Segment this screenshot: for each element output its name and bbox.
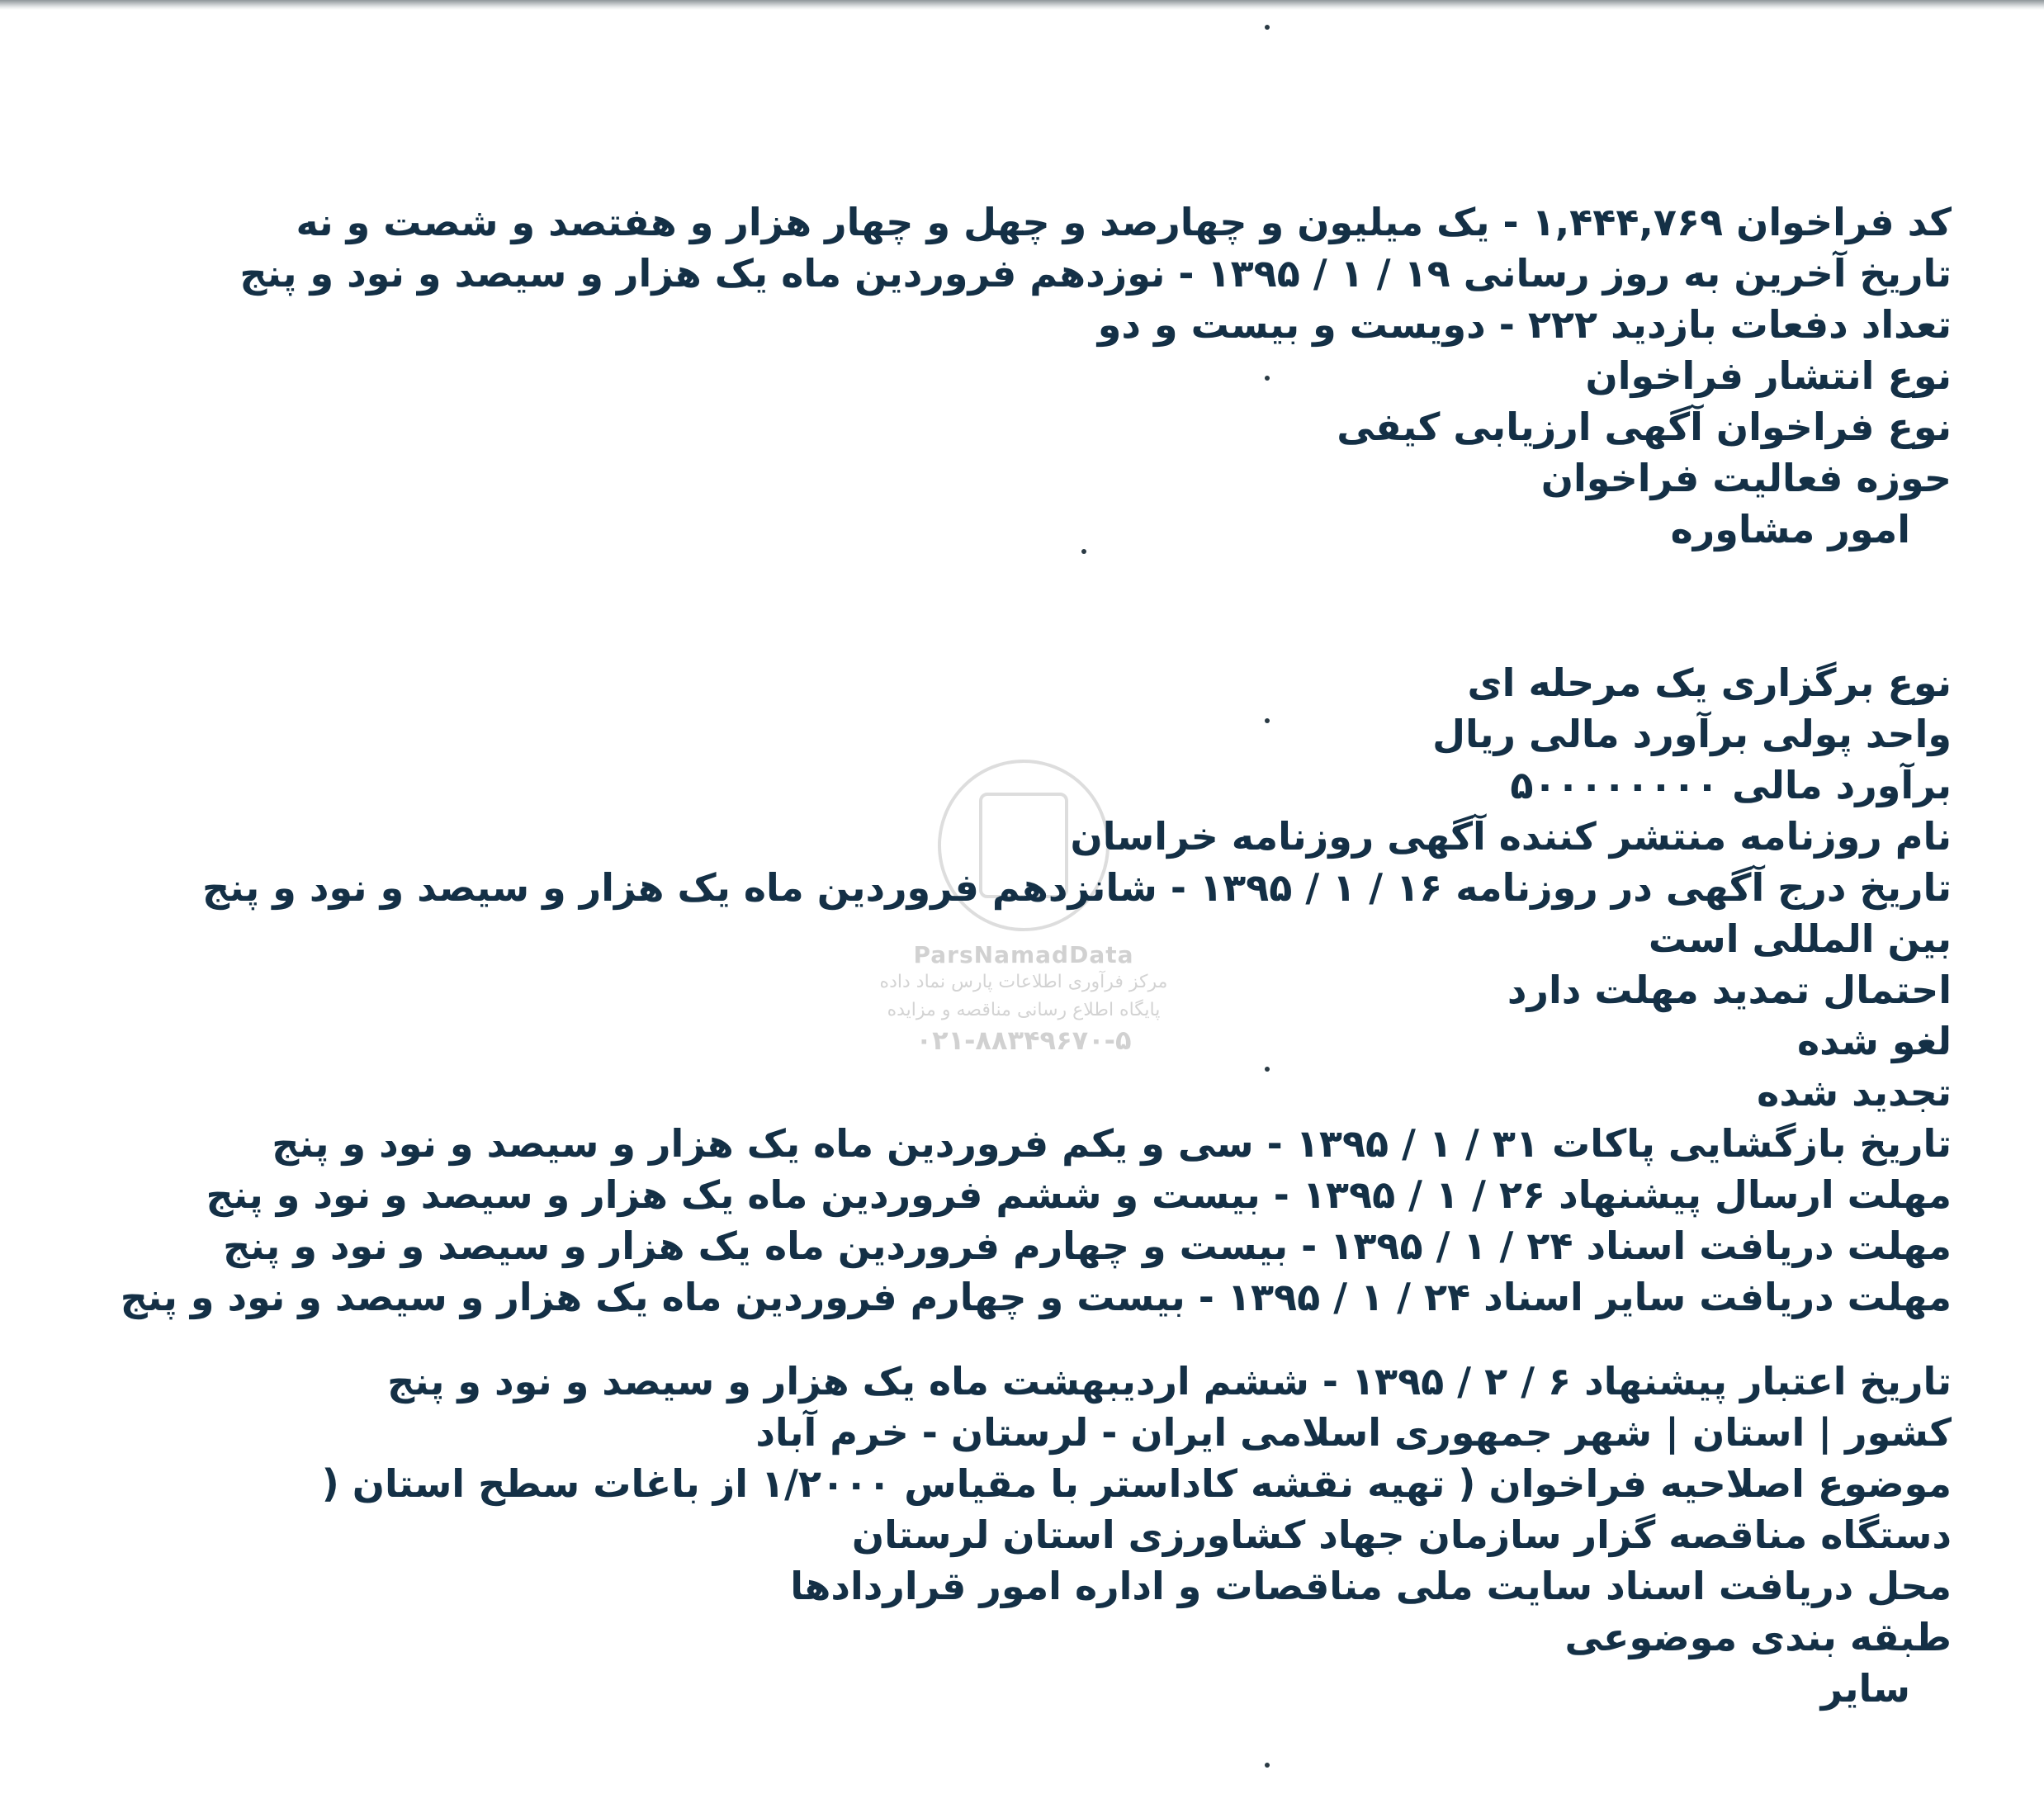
tender-type: نوع فراخوان آگهی ارزیابی کیفی — [1337, 405, 1952, 449]
documents-deadline: مهلت دریافت اسناد ۲۴ / ۱ / ۱۳۹۵ - بیست و چهارم فروردین ماه یک هزار و سیصد و نود و پنج — [223, 1224, 1952, 1268]
subject-category-label: طبقه بندی موضوعی — [1564, 1615, 1952, 1659]
location: کشور | استان | شهر جمهوری اسلامی ایران - لرستان - خرم آباد — [755, 1410, 1952, 1455]
proposal-deadline: مهلت ارسال پیشنهاد ۲۶ / ۱ / ۱۳۹۵ - بیست و ششم فروردین ماه یک هزار و سیصد و نود و پنج — [206, 1172, 1952, 1217]
tender-code: کد فراخوان ۱,۴۴۴,۷۶۹ - یک میلیون و چهارصد و چهل و چهار هزار و هفتصد و شصت و نه — [296, 200, 1952, 244]
renewed-flag: تجدید شده — [1757, 1070, 1952, 1115]
cancelled-flag: لغو شده — [1796, 1019, 1952, 1063]
financial-estimate: برآورد مالی ۵۰۰۰۰۰۰۰۰ — [1510, 763, 1952, 807]
watermark-line: مرکز فرآوری اطلاعات پارس نماد داده — [879, 972, 1168, 992]
proposal-validity-date: تاریخ اعتبار پیشنهاد ۶ / ۲ / ۱۳۹۵ - ششم اردیبهشت ماه یک هزار و سیصد و نود و پنج — [387, 1359, 1952, 1404]
newspaper-name: نام روزنامه منتشر کننده آگهی روزنامه خراسان — [1070, 814, 1952, 859]
scan-speck — [1265, 1763, 1270, 1768]
last-update-date: تاریخ آخرین به روز رسانی ۱۹ / ۱ / ۱۳۹۵ - نوزدهم فروردین ماه یک هزار و سیصد و نود و پنج — [239, 251, 1952, 296]
documents-place: محل دریافت اسناد سایت ملی مناقصات و اداره امور قراردادها — [790, 1564, 1952, 1608]
extension-flag: احتمال تمدید مهلت دارد — [1507, 968, 1952, 1012]
tender-document — [53, 196, 1952, 1714]
watermark-phone: ۰۲۱-۸۸۳۴۹۶۷۰-۵ — [916, 1025, 1132, 1056]
activity-field-value: امور مشاوره — [1670, 507, 1910, 551]
international-flag: بین المللی است — [1648, 916, 1952, 961]
publication-type: نوع انتشار فراخوان — [1585, 353, 1952, 398]
subject: موضوع اصلاحیه فراخوان ( تهیه نقشه کاداستر با مقیاس ۱/۲۰۰۰ از باغات سطح استان ( — [321, 1461, 1952, 1506]
holding-type: نوع برگزاری یک مرحله ای — [1467, 660, 1952, 705]
watermark-brand: ParsNamadData — [913, 941, 1134, 968]
envelope-opening-date: تاریخ بازگشایی پاکات ۳۱ / ۱ / ۱۳۹۵ - سی و یکم فروردین ماه یک هزار و سیصد و نود و پنج — [272, 1121, 1952, 1166]
tendering-organization: دستگاه مناقصه گزار سازمان جهاد کشاورزی استان لرستان — [851, 1512, 1952, 1557]
activity-field-label: حوزه فعالیت فراخوان — [1540, 456, 1952, 500]
newspaper-date: تاریخ درج آگهی در روزنامه ۱۶ / ۱ / ۱۳۹۵ - شانزدهم فروردین ماه یک هزار و سیصد و نود و پنج — [202, 865, 1952, 910]
other-documents-deadline: مهلت دریافت سایر اسناد ۲۴ / ۱ / ۱۳۹۵ - بیست و چهارم فروردین ماه یک هزار و سیصد و نود و پنج — [120, 1275, 1952, 1319]
scan-top-edge — [0, 0, 2044, 10]
visit-count: تعداد دفعات بازدید ۲۲۲ - دویست و بیست و دو — [1097, 302, 1952, 347]
scan-speck — [1265, 25, 1270, 30]
currency-unit: واحد پولی برآورد مالی ریال — [1432, 712, 1952, 756]
watermark-line: پایگاه اطلاع رسانی مناقصه و مزایده — [887, 1000, 1161, 1020]
subject-category-value: سایر — [1820, 1666, 1910, 1711]
